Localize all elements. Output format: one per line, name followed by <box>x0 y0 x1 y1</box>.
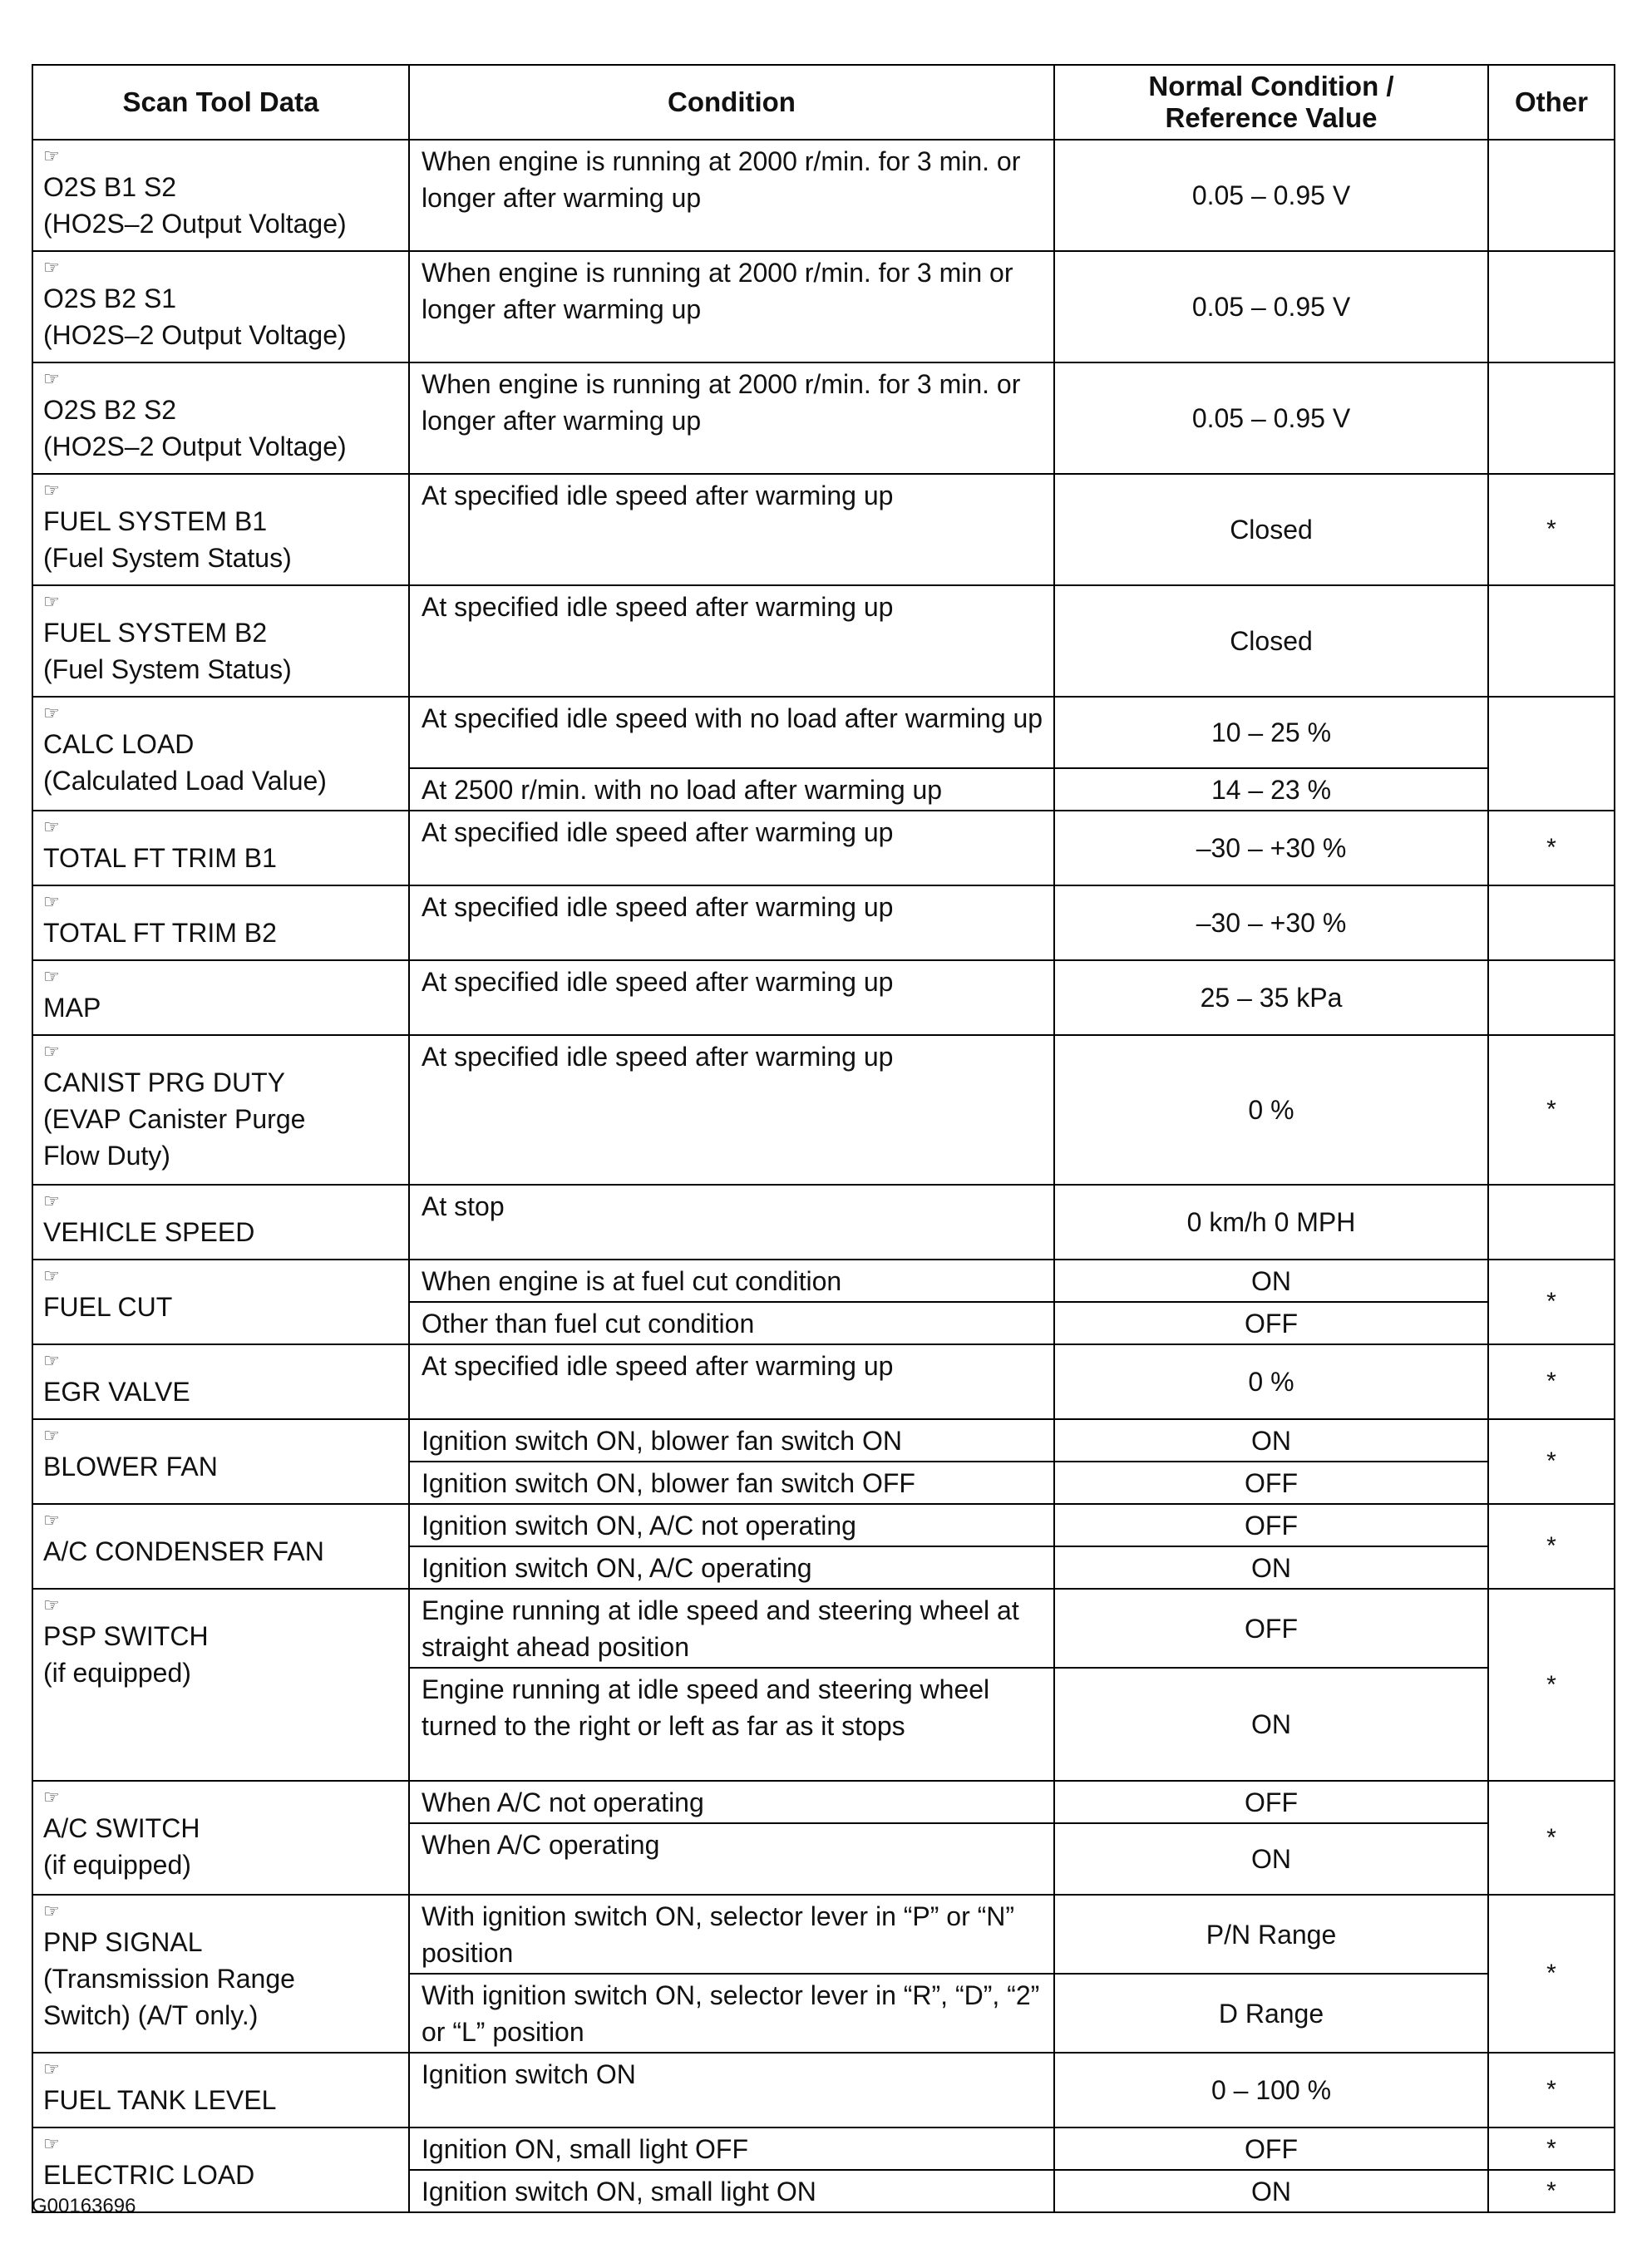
reference-value-cell: 25 – 35 kPa <box>1054 960 1488 1035</box>
table-row <box>32 1185 1615 1260</box>
item-description: (Fuel System Status) <box>43 654 292 684</box>
scan-tool-item <box>32 140 409 251</box>
pointing-hand-icon: ☞ <box>43 591 60 612</box>
pointing-hand-icon: ☞ <box>43 368 60 389</box>
pointing-hand-icon: ☞ <box>43 1901 60 1921</box>
table-row <box>32 2053 1615 2127</box>
item-description: (Transmission Range <box>43 1964 295 1994</box>
other-cell: * <box>1488 474 1615 585</box>
other-cell: * <box>1488 1504 1615 1589</box>
item-description: (if equipped) <box>43 1658 191 1688</box>
pointing-hand-icon: ☞ <box>43 1350 60 1371</box>
other-cell <box>1488 1185 1615 1260</box>
reference-value-cell: ON <box>1054 1546 1488 1589</box>
condition-cell: When engine is running at 2000 r/min. for 3 min. or longer after warming up <box>409 140 1054 251</box>
condition-cell: Ignition switch ON, blower fan switch OFF <box>409 1462 1054 1504</box>
pointing-hand-icon: ☞ <box>43 1510 60 1531</box>
pointing-hand-icon: ☞ <box>43 1595 60 1615</box>
condition-cell: Ignition switch ON <box>409 2053 1054 2127</box>
reference-value-cell: 0.05 – 0.95 V <box>1054 140 1488 251</box>
scan-tool-item <box>32 362 409 474</box>
header-normal-line2: Reference Value <box>1165 102 1378 133</box>
header-condition: Condition <box>409 65 1054 140</box>
item-name: CALC LOAD <box>43 729 195 759</box>
scan-tool-item <box>32 585 409 697</box>
condition-cell: At specified idle speed after warming up <box>409 585 1054 697</box>
reference-value-cell: 0 – 100 % <box>1054 2053 1488 2127</box>
item-name: ELECTRIC LOAD <box>43 2160 255 2190</box>
item-name: O2S B2 S1 <box>43 284 177 313</box>
scan-tool-item <box>32 1504 409 1589</box>
table-row <box>32 2127 1615 2170</box>
condition-cell: Other than fuel cut condition <box>409 1302 1054 1344</box>
table-row <box>32 697 1615 768</box>
condition-cell: With ignition switch ON, selector lever in “R”, “D”, “2” or “L” position <box>409 1974 1054 2053</box>
pointing-hand-icon: ☞ <box>43 2133 60 2154</box>
item-description: (Fuel System Status) <box>43 543 292 573</box>
table-row <box>32 811 1615 885</box>
condition-cell: Ignition ON, small light OFF <box>409 2127 1054 2170</box>
condition-cell: At specified idle speed after warming up <box>409 1344 1054 1419</box>
other-cell <box>1488 585 1615 697</box>
condition-cell: At specified idle speed with no load after warming up <box>409 697 1054 768</box>
pointing-hand-icon: ☞ <box>43 891 60 912</box>
pointing-hand-icon: ☞ <box>43 257 60 278</box>
condition-cell: At specified idle speed after warming up <box>409 885 1054 960</box>
item-description: (Calculated Load Value) <box>43 766 327 796</box>
reference-value-cell: P/N Range <box>1054 1895 1488 1974</box>
scan-tool-item <box>32 1344 409 1419</box>
scan-tool-data-table <box>32 64 1615 2213</box>
other-cell: * <box>1488 1781 1615 1895</box>
scan-tool-item <box>32 1589 409 1781</box>
table-row <box>32 1344 1615 1419</box>
scan-tool-item <box>32 1781 409 1895</box>
item-description: (EVAP Canister Purge <box>43 1104 306 1134</box>
pointing-hand-icon: ☞ <box>43 2058 60 2079</box>
scan-tool-item <box>32 1035 409 1185</box>
reference-value-cell: OFF <box>1054 2127 1488 2170</box>
pointing-hand-icon: ☞ <box>43 1191 60 1211</box>
reference-value-cell: OFF <box>1054 1589 1488 1668</box>
pointing-hand-icon: ☞ <box>43 480 60 500</box>
reference-value-cell: 0 % <box>1054 1035 1488 1185</box>
reference-value-cell: D Range <box>1054 1974 1488 2053</box>
reference-value-cell: OFF <box>1054 1781 1488 1823</box>
scan-tool-item <box>32 2053 409 2127</box>
item-description: (HO2S–2 Output Voltage) <box>43 209 347 239</box>
scan-tool-item <box>32 1260 409 1344</box>
pointing-hand-icon: ☞ <box>43 1425 60 1446</box>
item-name: FUEL TANK LEVEL <box>43 2085 277 2115</box>
pointing-hand-icon: ☞ <box>43 1041 60 1062</box>
condition-cell: When engine is at fuel cut condition <box>409 1260 1054 1302</box>
pointing-hand-icon: ☞ <box>43 703 60 723</box>
condition-cell: At specified idle speed after warming up <box>409 1035 1054 1185</box>
table-row <box>32 885 1615 960</box>
scan-tool-item <box>32 885 409 960</box>
reference-value-cell: OFF <box>1054 1504 1488 1546</box>
pointing-hand-icon: ☞ <box>43 145 60 166</box>
other-cell: * <box>1488 1895 1615 2053</box>
other-cell: * <box>1488 1419 1615 1504</box>
pointing-hand-icon: ☞ <box>43 966 60 987</box>
scan-tool-item <box>32 474 409 585</box>
table-row <box>32 251 1615 362</box>
condition-cell: At specified idle speed after warming up <box>409 474 1054 585</box>
table-row <box>32 1895 1615 1974</box>
other-cell: * <box>1488 1589 1615 1781</box>
other-cell: * <box>1488 2053 1615 2127</box>
item-name: BLOWER FAN <box>43 1452 218 1482</box>
reference-value-cell: –30 – +30 % <box>1054 811 1488 885</box>
other-cell: * <box>1488 2127 1615 2170</box>
other-cell: * <box>1488 2170 1615 2212</box>
reference-value-cell: 14 – 23 % <box>1054 768 1488 811</box>
header-normal-line1: Normal Condition / <box>1148 71 1394 101</box>
table-body <box>32 140 1615 2212</box>
other-cell <box>1488 251 1615 362</box>
table-row <box>32 1260 1615 1302</box>
condition-cell: At 2500 r/min. with no load after warming up <box>409 768 1054 811</box>
other-cell <box>1488 960 1615 1035</box>
condition-cell: Ignition switch ON, blower fan switch ON <box>409 1419 1054 1462</box>
reference-value-cell: OFF <box>1054 1302 1488 1344</box>
item-description: (HO2S–2 Output Voltage) <box>43 320 347 350</box>
condition-cell: With ignition switch ON, selector lever in “P” or “N” position <box>409 1895 1054 1974</box>
item-description: (HO2S–2 Output Voltage) <box>43 431 347 461</box>
reference-value-cell: –30 – +30 % <box>1054 885 1488 960</box>
pointing-hand-icon: ☞ <box>43 816 60 837</box>
table-row <box>32 1589 1615 1668</box>
table-row <box>32 1781 1615 1823</box>
condition-cell: When A/C not operating <box>409 1781 1054 1823</box>
condition-cell: Ignition switch ON, small light ON <box>409 2170 1054 2212</box>
reference-value-cell: 0.05 – 0.95 V <box>1054 251 1488 362</box>
reference-value-cell: 0 km/h 0 MPH <box>1054 1185 1488 1260</box>
other-cell <box>1488 697 1615 811</box>
table-row <box>32 474 1615 585</box>
scan-tool-item <box>32 1895 409 2053</box>
pointing-hand-icon: ☞ <box>43 1265 60 1286</box>
reference-value-cell: OFF <box>1054 1462 1488 1504</box>
table-row <box>32 1504 1615 1546</box>
scan-tool-item <box>32 697 409 811</box>
condition-cell: Ignition switch ON, A/C not operating <box>409 1504 1054 1546</box>
condition-cell: Engine running at idle speed and steering wheel at straight ahead position <box>409 1589 1054 1668</box>
item-name: MAP <box>43 993 101 1023</box>
item-name: FUEL CUT <box>43 1292 173 1322</box>
item-description: Flow Duty) <box>43 1141 170 1171</box>
item-name: FUEL SYSTEM B2 <box>43 618 268 648</box>
reference-value-cell: ON <box>1054 1823 1488 1895</box>
table-row <box>32 1419 1615 1462</box>
scan-tool-item <box>32 960 409 1035</box>
other-cell <box>1488 140 1615 251</box>
condition-cell: When engine is running at 2000 r/min. for 3 min or longer after warming up <box>409 251 1054 362</box>
other-cell <box>1488 362 1615 474</box>
scan-tool-item <box>32 811 409 885</box>
condition-cell: When A/C operating <box>409 1823 1054 1895</box>
other-cell <box>1488 885 1615 960</box>
item-name: VEHICLE SPEED <box>43 1217 255 1247</box>
table-row <box>32 362 1615 474</box>
item-name: PNP SIGNAL <box>43 1927 203 1957</box>
other-cell: * <box>1488 1260 1615 1344</box>
item-description: Switch) (A/T only.) <box>43 2000 259 2030</box>
condition-cell: When engine is running at 2000 r/min. for 3 min. or longer after warming up <box>409 362 1054 474</box>
item-name: A/C CONDENSER FAN <box>43 1536 324 1566</box>
table-row <box>32 1035 1615 1185</box>
reference-value-cell: 10 – 25 % <box>1054 697 1488 768</box>
reference-value-cell: ON <box>1054 1668 1488 1781</box>
figure-id: G00163696 <box>32 2195 136 2217</box>
item-name: TOTAL FT TRIM B2 <box>43 918 277 948</box>
header-scan-tool-data: Scan Tool Data <box>32 65 409 140</box>
item-name: O2S B2 S2 <box>43 395 177 425</box>
item-name: TOTAL FT TRIM B1 <box>43 843 277 873</box>
header-normal-condition <box>1054 65 1488 140</box>
reference-value-cell: Closed <box>1054 474 1488 585</box>
scan-tool-item <box>32 1419 409 1504</box>
reference-value-cell: Closed <box>1054 585 1488 697</box>
condition-cell: At specified idle speed after warming up <box>409 811 1054 885</box>
condition-cell: At specified idle speed after warming up <box>409 960 1054 1035</box>
condition-cell: At stop <box>409 1185 1054 1260</box>
pointing-hand-icon: ☞ <box>43 1787 60 1807</box>
table-row <box>32 585 1615 697</box>
scan-tool-item <box>32 251 409 362</box>
condition-cell: Ignition switch ON, A/C operating <box>409 1546 1054 1589</box>
reference-value-cell: ON <box>1054 1419 1488 1462</box>
header-other: Other <box>1488 65 1615 140</box>
other-cell: * <box>1488 1035 1615 1185</box>
item-name: CANIST PRG DUTY <box>43 1067 285 1097</box>
scan-tool-item <box>32 1185 409 1260</box>
item-name: EGR VALVE <box>43 1377 190 1407</box>
reference-value-cell: ON <box>1054 1260 1488 1302</box>
table-header-row <box>32 65 1615 140</box>
condition-cell: Engine running at idle speed and steering wheel turned to the right or left as far as it stops <box>409 1668 1054 1781</box>
other-cell: * <box>1488 1344 1615 1419</box>
other-cell: * <box>1488 811 1615 885</box>
item-name: A/C SWITCH <box>43 1813 200 1843</box>
table-row <box>32 140 1615 251</box>
reference-value-cell: ON <box>1054 2170 1488 2212</box>
table-row <box>32 960 1615 1035</box>
item-description: (if equipped) <box>43 1850 191 1880</box>
item-name: PSP SWITCH <box>43 1621 209 1651</box>
reference-value-cell: 0 % <box>1054 1344 1488 1419</box>
item-name: O2S B1 S2 <box>43 172 177 202</box>
item-name: FUEL SYSTEM B1 <box>43 506 268 536</box>
reference-value-cell: 0.05 – 0.95 V <box>1054 362 1488 474</box>
